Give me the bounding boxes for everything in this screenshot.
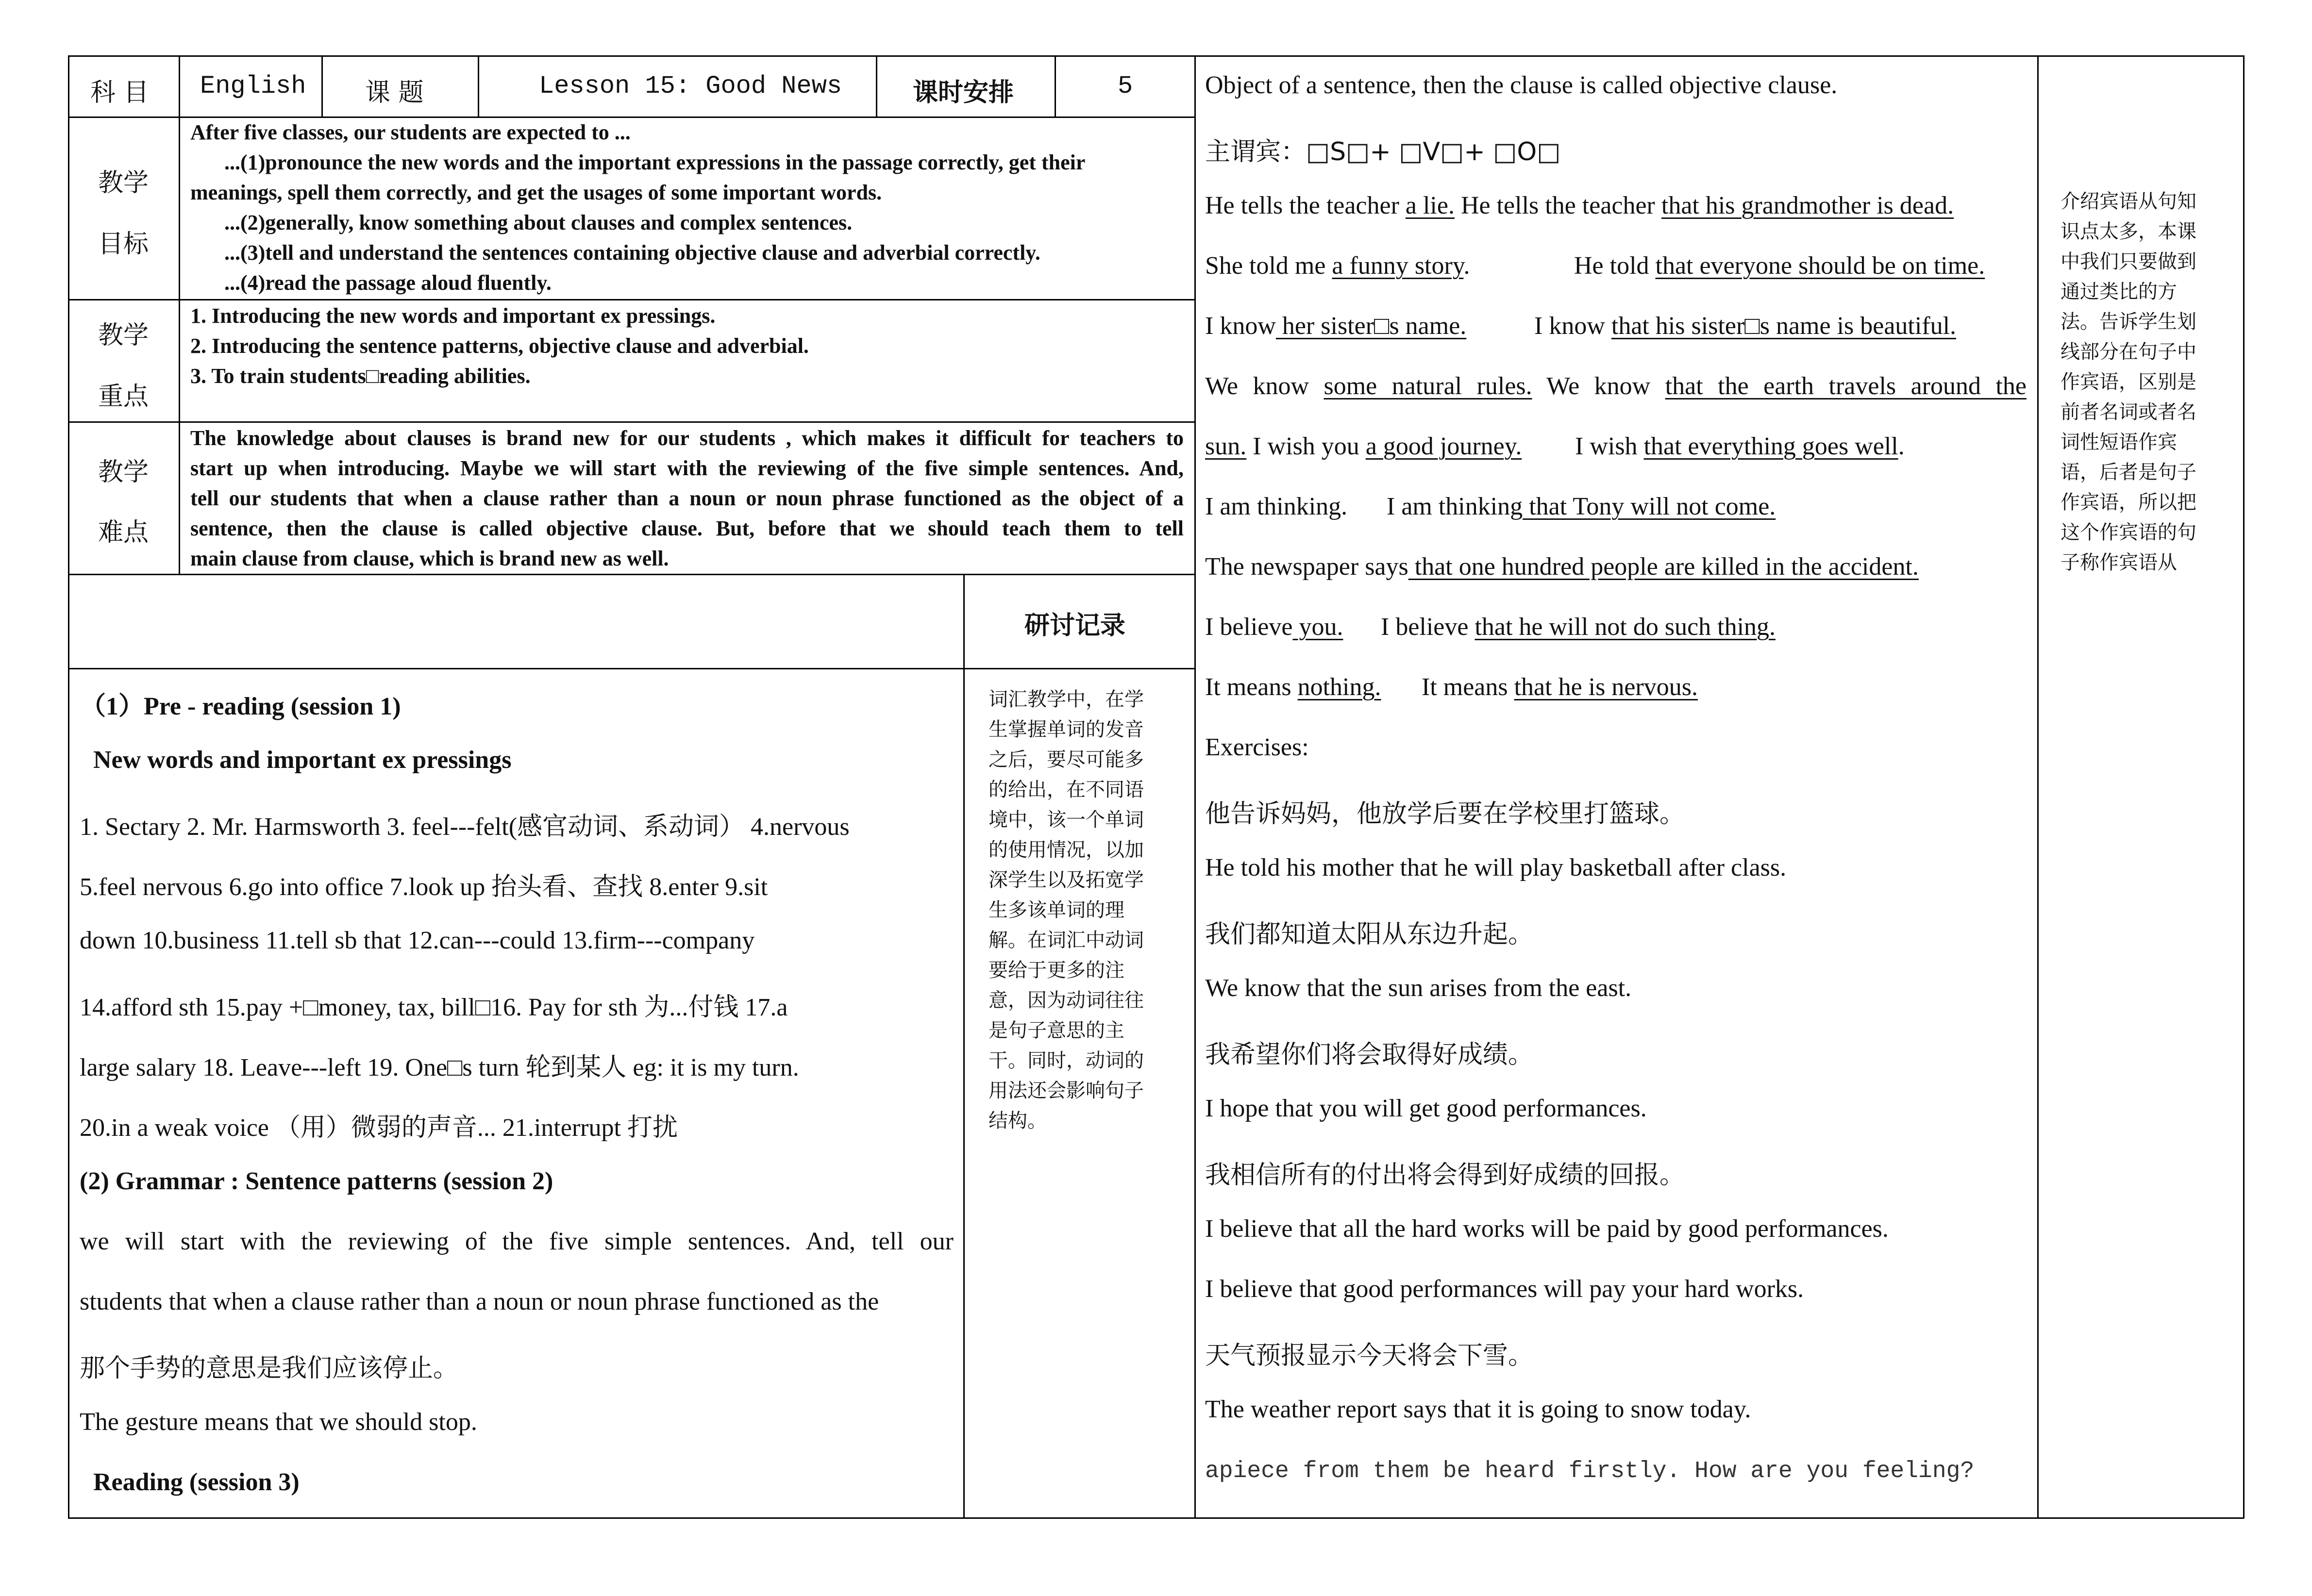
col-line	[321, 55, 323, 117]
vocab-line: large salary 18. Leave---left 19. One□s turn 轮到某人 eg: it is my turn.	[80, 1054, 799, 1081]
gesture-en: The gesture means that we should stop.	[80, 1408, 477, 1436]
example-line: I am thinking.	[1205, 493, 1348, 520]
vocab-line: 20.in a weak voice （用）微弱的声音... 21.interrupt 打扰	[80, 1114, 678, 1142]
col-line	[478, 55, 479, 117]
vocab-note: 词汇教学中，在学生掌握单词的发音之后，要尽可能多的给出，在不同语境中，该一个单词的使用情况，以加深学生以及拓宽学生多该单词的理解。在词汇中动词要给于更多的注意，因为动词往往是句子意思的主干。同时，动词的用法还会影响句子结构。	[988, 688, 1144, 1132]
exercise-line: I hope that you will get good performances.	[1205, 1095, 1647, 1122]
topic-value: Lesson 15: Good News	[539, 72, 842, 100]
example-line: I believe that he will not do such thing.	[1381, 613, 1776, 641]
new-words-title: New words and important ex pressings	[93, 746, 512, 774]
example-line: I am thinking that Tony will not come.	[1387, 493, 1776, 520]
grammar-line: students that when a clause rather than a noun or noun phrase functioned as the	[80, 1288, 879, 1315]
objectives-line: ...(3)tell and understand the sentences containing objective clause and adverbial correctly.	[224, 241, 1040, 265]
exercise-line: He told his mother that he will play basketball after class.	[1205, 854, 1787, 881]
keypoints-line: 2. Introducing the sentence patterns, objective clause and adverbial.	[190, 334, 809, 358]
exercise-line: I believe that good performances will pay your hard works.	[1205, 1275, 1804, 1303]
example-line: I wish that everything goes well.	[1575, 432, 1905, 460]
objectives-line: After five classes, our students are expected to ...	[190, 120, 631, 144]
keypoints-line: 3. To train students□reading abilities.	[190, 364, 531, 388]
row-line	[68, 421, 1195, 423]
pre-reading-title: （1）Pre - reading (session 1)	[81, 693, 401, 720]
exercise-line: 他告诉妈妈，他放学后要在学校里打篮球。	[1205, 799, 1685, 829]
border-top-left	[68, 55, 1195, 57]
vocab-line: 14.afford sth 15.pay +□money, tax, bill□16. Pay for sth 为...付钱 17.a	[80, 994, 788, 1021]
row-line	[68, 574, 1195, 575]
difficulties-line: main clause from clause, which is brand new as well.	[190, 547, 669, 570]
row-line	[68, 668, 1195, 669]
example-line: He tells the teacher a lie. He tells the teacher that his grandmother is dead.	[1205, 192, 1954, 219]
row-line	[68, 299, 1195, 300]
exercise-line: The weather report says that it is going to snow today.	[1205, 1396, 1751, 1423]
exercise-line: 我希望你们将会取得好成绩。	[1205, 1040, 1534, 1069]
border-right-inner	[2037, 55, 2039, 1518]
difficulties-label-2: 难点	[98, 518, 149, 547]
example-line: She told me a funny story.	[1205, 252, 1470, 280]
exercises-label: Exercises:	[1205, 733, 1309, 761]
col-line	[876, 55, 877, 117]
border-mid	[1194, 55, 1196, 1518]
difficulties-line: The knowledge about clauses is brand new for our students , which makes it difficult for teachers to	[190, 426, 1184, 450]
col-line	[179, 55, 180, 575]
vocab-line: down 10.business 11.tell sb that 12.can---could 13.firm---company	[80, 927, 755, 954]
schedule-label: 课时安排	[913, 78, 1014, 107]
vocab-line: 1. Sectary 2. Mr. Harmsworth 3. feel---felt(感官动词、系动词） 4.nervous	[80, 813, 850, 841]
difficulties-line: tell our students that when a clause rather than a noun or noun phrase functioned as the object of a	[190, 486, 1184, 510]
example-line: I know her sister□s name.	[1205, 312, 1467, 340]
objectives-line: meanings, spell them correctly, and get the usages of some important words.	[190, 181, 882, 204]
exercise-line: 我相信所有的付出将会得到好成绩的回报。	[1205, 1161, 1685, 1190]
gesture-cn: 那个手势的意思是我们应该停止。	[80, 1354, 459, 1383]
example-line: He told that everyone should be on time.	[1574, 252, 1985, 280]
difficulties-label-1: 教学	[98, 458, 149, 487]
exercise-line: 我们都知道太阳从东边升起。	[1205, 920, 1534, 949]
example-line: The newspaper says that one hundred people are killed in the accident.	[1205, 553, 1919, 581]
subject-value: English	[200, 72, 306, 100]
sentence-pattern: 主谓宾：□S□+ □V□+ □O□	[1205, 137, 1561, 166]
difficulties-line: start up when introducing. Maybe we will start with the reviewing of the five simple sentences. And,	[190, 456, 1184, 480]
reading-title: Reading (session 3)	[93, 1468, 300, 1496]
objectives-line: ...(1)pronounce the new words and the important expressions in the passage correctly, get their	[224, 150, 1086, 174]
border-bottom-left	[68, 1517, 1195, 1519]
border-left	[68, 55, 69, 1518]
right-intro: Object of a sentence, then the clause is called objective clause.	[1205, 71, 1838, 99]
exercise-line: I believe that all the hard works will be paid by good performances.	[1205, 1215, 1889, 1243]
subject-label: 科 目	[90, 78, 149, 107]
border-bottom-right	[1194, 1517, 2244, 1519]
col-line	[1055, 55, 1056, 117]
exercise-line: We know that the sun arises from the east.	[1205, 974, 1632, 1002]
example-line: sun. I wish you a good journey.	[1205, 432, 1522, 460]
exercise-line: 天气预报显示今天将会下雪。	[1205, 1341, 1534, 1370]
border-top-right	[1194, 55, 2244, 57]
last-line: apiece from them be heard firstly. How are you feeling?	[1205, 1458, 1975, 1484]
example-line: It means that he is nervous.	[1422, 673, 1698, 701]
difficulties-line: sentence, then the clause is called objective clause. But, before that we should teach them to tell	[190, 516, 1184, 540]
keypoints-label-1: 教学	[98, 321, 149, 350]
objectives-line: ...(2)generally, know something about clauses and complex sentences.	[224, 211, 853, 234]
example-line: I believe you.	[1205, 613, 1343, 641]
example-line: We know some natural rules. We know that the earth travels around the	[1205, 372, 2027, 400]
example-line: I know that his sister□s name is beautiful.	[1534, 312, 1957, 340]
border-right	[2243, 55, 2245, 1518]
grammar-line: we will start with the reviewing of the five simple sentences. And, tell our	[80, 1228, 954, 1255]
schedule-value: 5	[1118, 72, 1133, 100]
keypoints-label-2: 重点	[98, 382, 149, 411]
example-line: It means nothing.	[1205, 673, 1381, 701]
discussion-header: 研讨记录	[1024, 611, 1126, 640]
clause-note: 介绍宾语从句知识点太多，本课中我们只要做到通过类比的方法。告诉学生划线部分在句子中作宾语，区别是前者名词或者名词性短语作宾语，后者是句子作宾语，所以把这个作宾语的句子称作宾语从	[2061, 190, 2196, 574]
grammar-title: (2) Grammar : Sentence patterns (session 2)	[80, 1167, 553, 1195]
col-line-notes	[963, 574, 965, 1518]
objectives-label-2: 目标	[98, 230, 149, 259]
vocab-line: 5.feel nervous 6.go into office 7.look up 抬头看、查找 8.enter 9.sit	[80, 873, 768, 901]
objectives-line: ...(4)read the passage aloud fluently.	[224, 271, 552, 295]
topic-label: 课 题	[365, 78, 424, 107]
keypoints-line: 1. Introducing the new words and important ex pressings.	[190, 304, 716, 328]
objectives-label-1: 教学	[98, 168, 149, 198]
